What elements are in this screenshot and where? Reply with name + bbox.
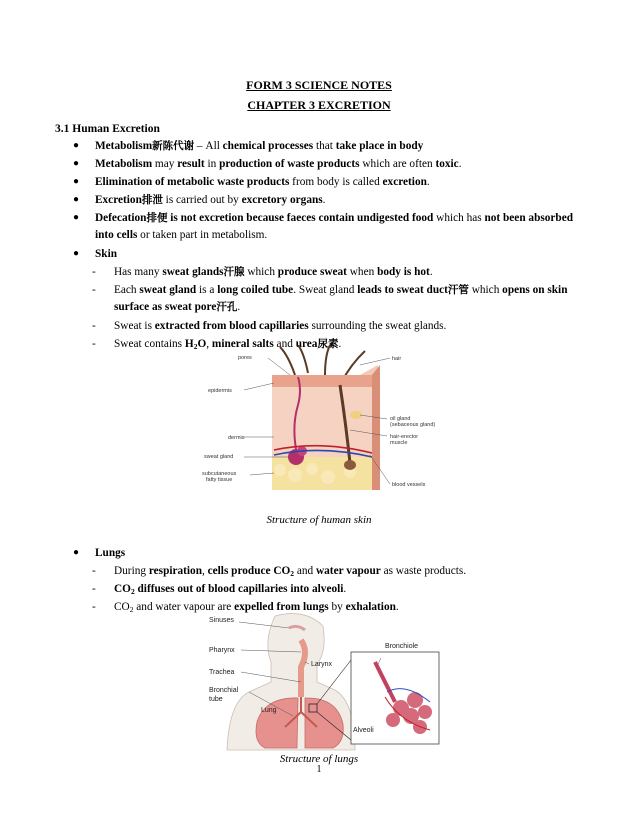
text: Elimination of metabolic waste products bbox=[95, 176, 290, 188]
bullet-lungs bbox=[73, 545, 593, 562]
term-metabolism: Metabolism bbox=[95, 140, 153, 152]
bullet-marker: ● bbox=[73, 248, 80, 259]
text: result bbox=[177, 158, 205, 170]
text: . bbox=[458, 158, 462, 170]
text: Skin bbox=[95, 248, 117, 260]
bullet-excretion-definition bbox=[73, 174, 593, 191]
text: which bbox=[468, 284, 503, 296]
text: . bbox=[426, 176, 430, 188]
chapter-title: CHAPTER 3 EXCRETION bbox=[247, 98, 391, 112]
text: Sweat contains bbox=[114, 338, 185, 350]
text: Excretion bbox=[95, 194, 142, 206]
label-pores: pores bbox=[238, 355, 252, 361]
text: excretory organs bbox=[241, 194, 323, 206]
text: which has bbox=[433, 212, 485, 224]
lungs-structure-figure bbox=[205, 612, 445, 752]
lungs-point-diffusion: - $CO_2$ diffuses out of blood capillaries into alveoli. bbox=[92, 583, 347, 596]
text: . bbox=[429, 266, 433, 278]
text: Defecation bbox=[95, 212, 147, 224]
text: production of waste products bbox=[219, 158, 360, 170]
lungs-point-exhalation: - $CO_2$ and water vapour are expelled from lungs by exhalation. bbox=[92, 601, 399, 614]
text: is a bbox=[196, 284, 218, 296]
label-hair-erector: hair-erector bbox=[390, 434, 419, 440]
chinese-term: 新陈代谢 bbox=[152, 140, 195, 152]
text: sweat glands bbox=[162, 266, 224, 278]
bullet-marker: ● bbox=[73, 140, 80, 151]
text: urea bbox=[295, 338, 318, 350]
text: in bbox=[204, 158, 220, 170]
subscript: 2 bbox=[290, 569, 295, 578]
text: Lungs bbox=[95, 547, 126, 559]
form-title: FORM 3 SCIENCE NOTES bbox=[246, 78, 392, 92]
text: extracted from blood capillaries bbox=[154, 320, 309, 332]
chinese-term: 排泄 bbox=[141, 194, 163, 206]
text: , bbox=[206, 338, 212, 350]
chinese-term: 汗腺 bbox=[223, 266, 245, 278]
bullet-marker: ● bbox=[73, 194, 80, 205]
text: Each bbox=[114, 284, 140, 296]
text: as waste products. bbox=[380, 565, 467, 577]
skin-structure-figure bbox=[200, 345, 445, 505]
label-pharynx: Pharynx bbox=[209, 647, 235, 654]
text: and water vapour are bbox=[133, 601, 235, 613]
label-subcutaneous: subcutaneous bbox=[202, 471, 237, 477]
text: , bbox=[201, 565, 208, 577]
skin-figure-caption: Structure of human skin bbox=[266, 514, 372, 526]
text: sweat gland bbox=[139, 284, 197, 296]
label-tube: tube bbox=[209, 696, 223, 703]
text: mineral salts bbox=[211, 338, 274, 350]
text: expelled from lungs bbox=[234, 601, 329, 613]
text: opens on skin surface as sweat pore bbox=[114, 284, 568, 313]
text: . bbox=[237, 300, 241, 313]
text: that bbox=[313, 140, 336, 152]
text: O bbox=[197, 338, 207, 350]
label-bronchial: Bronchial bbox=[209, 687, 239, 694]
text: cells produce CO bbox=[207, 565, 291, 577]
text: . bbox=[343, 583, 347, 595]
text: leads to sweat duct bbox=[357, 284, 448, 296]
text: H bbox=[184, 338, 194, 350]
text: . bbox=[322, 194, 326, 206]
chinese-term: 汗管 bbox=[447, 284, 469, 296]
label-bronchiole: Bronchiole bbox=[385, 643, 419, 650]
label-larynx: Larynx bbox=[311, 661, 333, 668]
label-sebaceous: (sebaceous gland) bbox=[390, 422, 436, 428]
subscript: 2 bbox=[129, 605, 134, 614]
label-sinuses: Sinuses bbox=[209, 617, 234, 624]
text: surrounding the sweat glands. bbox=[308, 320, 447, 332]
chinese-term: 排便 bbox=[146, 212, 168, 224]
bullet-metabolism-definition bbox=[73, 138, 593, 155]
text: During bbox=[114, 565, 149, 577]
label-muscle: muscle bbox=[390, 440, 408, 446]
bullet-skin bbox=[73, 246, 593, 263]
bullet-marker: ● bbox=[73, 547, 80, 558]
text: excretion bbox=[382, 176, 427, 188]
label-blood-vessels: blood vessels bbox=[392, 482, 426, 488]
text: – All bbox=[194, 140, 223, 152]
text: . Sweat gland bbox=[293, 284, 358, 296]
label-sweat-gland: sweat gland bbox=[204, 454, 234, 460]
label-oil-gland: oil gland bbox=[390, 416, 411, 422]
subscript: 2 bbox=[193, 342, 198, 351]
bullet-metabolism-result bbox=[73, 156, 593, 173]
text: . bbox=[395, 601, 399, 613]
text: long coiled tube bbox=[217, 284, 294, 296]
lungs-point-respiration: - During respiration, cells produce $CO_2$ and water vapour as waste products. bbox=[92, 565, 467, 578]
text: CO bbox=[114, 583, 131, 595]
skin-point-extracted: - Sweat is extracted from blood capillaries surrounding the sweat glands. bbox=[92, 320, 447, 332]
page-number: 1 bbox=[316, 764, 322, 775]
label-fatty-tissue: fatty tissue bbox=[206, 477, 233, 483]
text: or taken part in metabolism. bbox=[137, 228, 268, 241]
label-dermis: dermis bbox=[228, 435, 245, 441]
text: respiration bbox=[148, 565, 202, 577]
text: is carried out by bbox=[162, 194, 242, 206]
chinese-term: 汗孔 bbox=[216, 300, 238, 313]
text: by bbox=[328, 601, 346, 613]
text: is not excretion because faeces contain undigested food bbox=[167, 212, 434, 224]
text: from body is called bbox=[289, 176, 383, 188]
chinese-term: 尿素 bbox=[317, 338, 339, 350]
text: toxic bbox=[435, 158, 459, 170]
section-heading: 3.1 Human Excretion bbox=[55, 123, 160, 135]
label-hair: hair bbox=[392, 356, 402, 362]
lungs-figure-caption: Structure of lungs bbox=[279, 753, 359, 765]
text: and bbox=[273, 338, 296, 350]
skin-point-sweat-glands: - Has many sweat glands汗腺 which produce sweat when body is hot. bbox=[92, 266, 433, 278]
text: which bbox=[244, 266, 278, 278]
bullet-marker: ● bbox=[73, 158, 80, 169]
text: body is hot bbox=[377, 266, 430, 278]
text: chemical processes bbox=[222, 140, 314, 152]
text: which are often bbox=[359, 158, 436, 170]
text: Has many bbox=[114, 266, 163, 278]
label-alveoli: Alveoli bbox=[353, 727, 374, 734]
label-lung: Lung bbox=[261, 707, 277, 714]
bullet-marker: ● bbox=[73, 176, 80, 187]
text: Metabolism bbox=[95, 158, 153, 170]
bullet-defecation bbox=[73, 210, 593, 244]
subscript: 2 bbox=[130, 587, 135, 596]
text: diffuses out of blood capillaries into alveoli bbox=[134, 583, 344, 595]
text: produce sweat bbox=[277, 266, 347, 278]
text: not been absorbed into cells bbox=[95, 212, 573, 241]
skin-point-coiled-tube: - Each sweat gland is a long coiled tube. Sweat gland leads to sweat duct汗管 which opens on skin surface as sweat pore汗孔. bbox=[92, 284, 568, 313]
text: water vapour bbox=[316, 565, 381, 577]
label-trachea: Trachea bbox=[209, 669, 235, 676]
text: may bbox=[152, 158, 178, 170]
text: . bbox=[338, 338, 342, 350]
text: and bbox=[294, 565, 316, 577]
text: CO bbox=[114, 601, 130, 613]
text: when bbox=[346, 266, 378, 278]
label-epidermis: epidermis bbox=[208, 388, 232, 394]
bullet-marker: ● bbox=[73, 212, 80, 223]
bullet-excretory-organs bbox=[73, 192, 593, 209]
text: take place in body bbox=[335, 140, 424, 152]
skin-point-contents: - Sweat contains $H_2O$, mineral salts and urea尿素. bbox=[92, 338, 342, 351]
text: exhalation bbox=[345, 601, 396, 613]
text: Sweat is bbox=[114, 320, 155, 332]
